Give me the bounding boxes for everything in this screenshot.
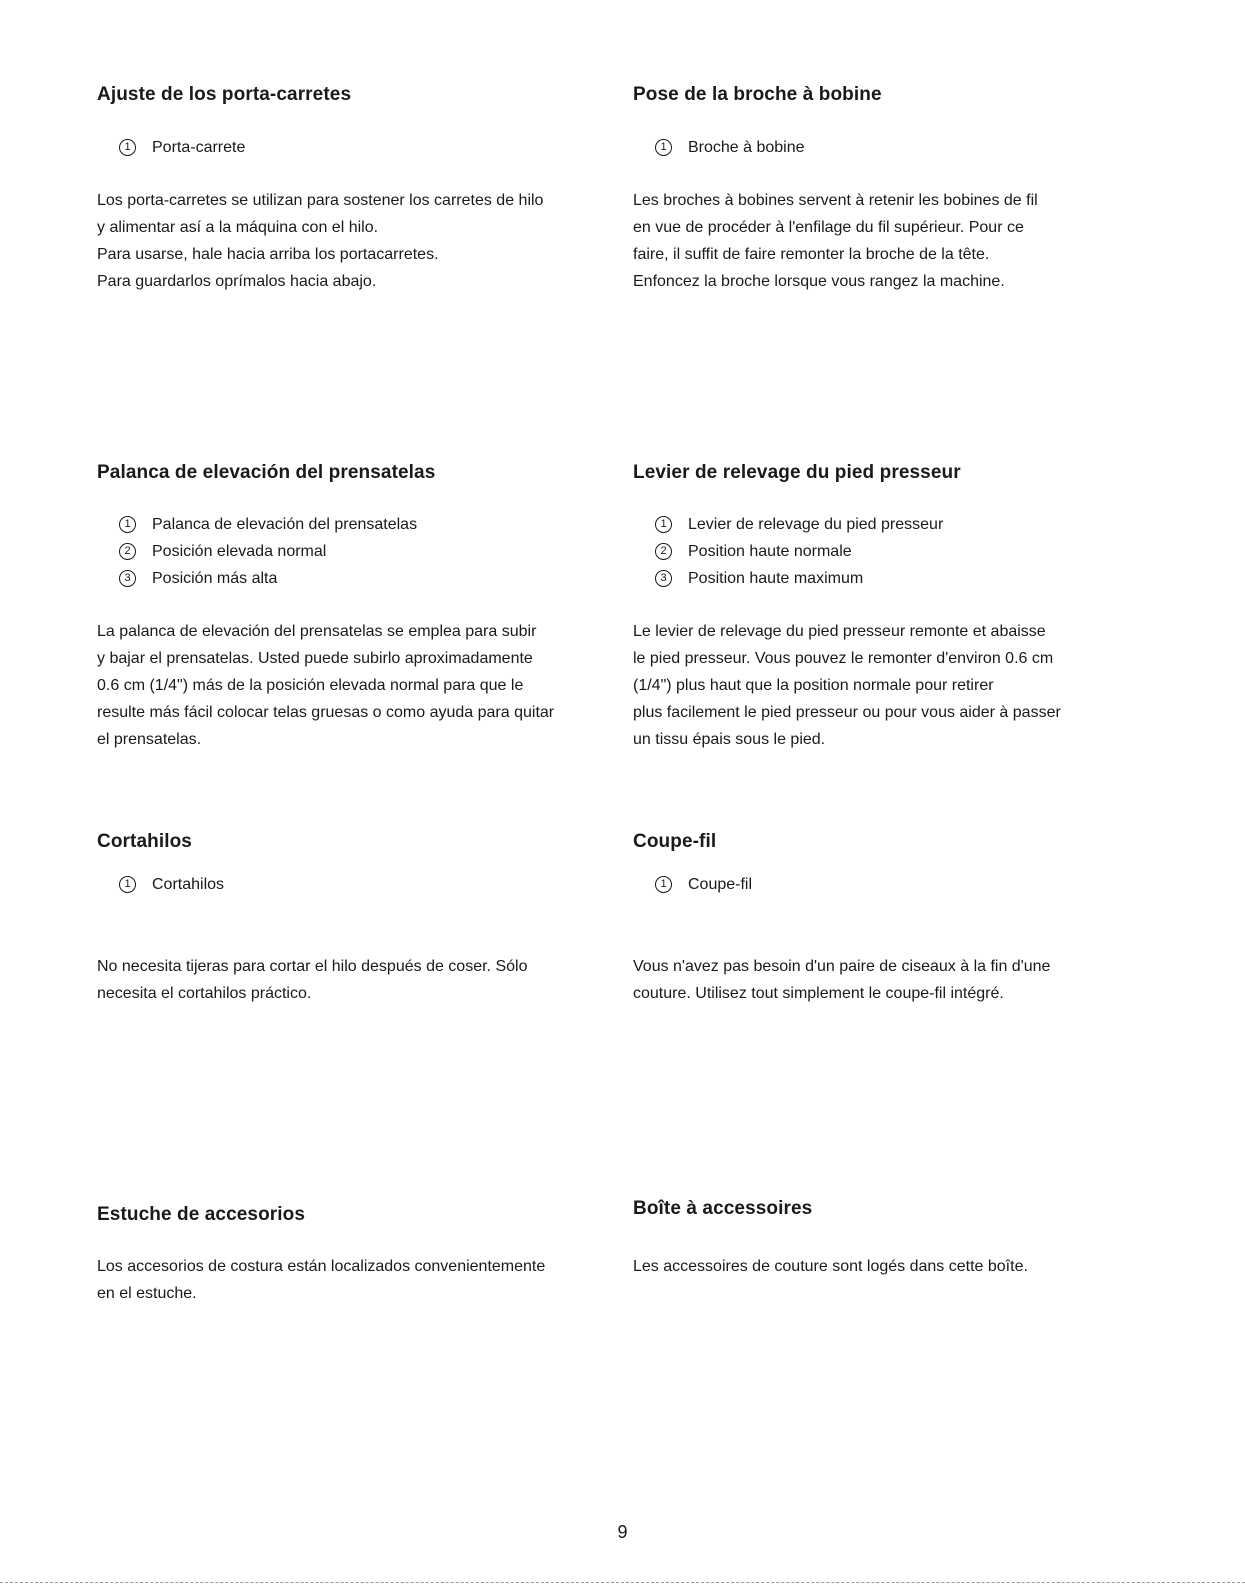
callout-item — [633, 871, 1133, 898]
body-line: y bajar el prensatelas. Usted puede subirlo aproximadamente — [97, 650, 533, 667]
callout-label: Posición elevada normal — [152, 543, 327, 560]
body-line: en vue de procéder à l'enfilage du fil supérieur. Pour ce — [633, 219, 1024, 236]
callout-item — [633, 134, 1133, 161]
callout-item — [97, 134, 607, 161]
section-spool-pin-fr — [633, 84, 1133, 295]
body-line: Los accesorios de costura están localizados convenientemente — [97, 1258, 546, 1275]
callout-label: Position haute maximum — [688, 570, 864, 587]
body-line: (1/4") plus haut que la position normale pour retirer — [633, 677, 994, 694]
circled-number: 1 — [119, 139, 136, 156]
callout-label: Coupe-fil — [688, 876, 753, 893]
circled-number: 3 — [119, 570, 136, 587]
callout-item — [97, 565, 607, 592]
body-line: Enfoncez la broche lorsque vous rangez la machine. — [633, 273, 1005, 290]
body-line: Les broches à bobines servent à retenir les bobines de fil — [633, 192, 1038, 209]
body-line: necesita el cortahilos práctico. — [97, 985, 312, 1002]
callout-item — [97, 511, 607, 538]
callout-item — [633, 511, 1133, 538]
body-line: Vous n'avez pas besoin d'un paire de ciseaux à la fin d'une — [633, 958, 1051, 975]
section-accessory-box-fr — [633, 1198, 1133, 1280]
body-text — [633, 953, 1133, 1007]
body-text — [97, 187, 607, 295]
body-line: en el estuche. — [97, 1285, 197, 1302]
section-title: Boîte à accessoires — [633, 1198, 813, 1219]
callout-label: Palanca de elevación del prensatelas — [152, 516, 418, 533]
section-spool-pin-es — [97, 84, 607, 295]
bottom-divider — [0, 1582, 1245, 1583]
section-title: Ajuste de los porta-carretes — [97, 84, 352, 105]
circled-number: 2 — [119, 543, 136, 560]
section-title: Pose de la broche à bobine — [633, 84, 882, 105]
circled-number: 1 — [655, 876, 672, 893]
body-text — [97, 953, 607, 1007]
body-text — [633, 1253, 1133, 1280]
callout-label: Posición más alta — [152, 570, 278, 587]
body-line: La palanca de elevación del prensatelas se emplea para subir — [97, 623, 537, 640]
circled-number: 1 — [119, 516, 136, 533]
callout-list — [633, 511, 1133, 592]
section-title: Coupe-fil — [633, 831, 717, 852]
body-line: resulte más fácil colocar telas gruesas o como ayuda para quitar — [97, 704, 555, 721]
body-text — [97, 618, 607, 753]
body-line: 0.6 cm (1/4") más de la posición elevada normal para que le — [97, 677, 524, 694]
callout-label: Broche à bobine — [688, 139, 805, 156]
circled-number: 1 — [655, 139, 672, 156]
body-text — [633, 618, 1133, 753]
section-title: Levier de relevage du pied presseur — [633, 462, 961, 483]
callout-item — [97, 871, 607, 898]
callout-label: Position haute normale — [688, 543, 852, 560]
section-presser-lifter-fr — [633, 462, 1133, 753]
callout-list — [633, 134, 1133, 161]
section-presser-lifter-es — [97, 462, 607, 753]
body-line: couture. Utilisez tout simplement le coupe-fil intégré. — [633, 985, 1004, 1002]
section-thread-cutter-es — [97, 831, 607, 1007]
circled-number: 3 — [655, 570, 672, 587]
callout-item — [633, 565, 1133, 592]
body-text — [97, 1253, 607, 1307]
body-line: Para guardarlos oprímalos hacia abajo. — [97, 273, 377, 290]
callout-label: Porta-carrete — [152, 139, 246, 156]
callout-label: Cortahilos — [152, 876, 225, 893]
body-line: faire, il suffit de faire remonter la broche de la tête. — [633, 246, 990, 263]
section-title: Estuche de accesorios — [97, 1204, 306, 1225]
callout-list — [633, 871, 1133, 898]
body-line: el prensatelas. — [97, 731, 202, 748]
body-line: un tissu épais sous le pied. — [633, 731, 826, 748]
section-title: Palanca de elevación del prensatelas — [97, 462, 436, 483]
body-line: Para usarse, hale hacia arriba los portacarretes. — [97, 246, 439, 263]
body-line: le pied presseur. Vous pouvez le remonter d'environ 0.6 cm — [633, 650, 1054, 667]
body-line: Les accessoires de couture sont logés dans cette boîte. — [633, 1258, 1028, 1275]
section-accessory-box-es — [97, 1204, 607, 1307]
page-number: 9 — [617, 1522, 628, 1542]
callout-list — [97, 134, 607, 161]
section-thread-cutter-fr — [633, 831, 1133, 1007]
body-text — [633, 187, 1133, 295]
circled-number: 2 — [655, 543, 672, 560]
section-title: Cortahilos — [97, 831, 192, 852]
circled-number: 1 — [655, 516, 672, 533]
body-line: y alimentar así a la máquina con el hilo. — [97, 219, 379, 236]
callout-item — [633, 538, 1133, 565]
body-line: No necesita tijeras para cortar el hilo después de coser. Sólo — [97, 958, 528, 975]
callout-label: Levier de relevage du pied presseur — [688, 516, 944, 533]
body-line: Los porta-carretes se utilizan para sostener los carretes de hilo — [97, 192, 544, 209]
callout-item — [97, 538, 607, 565]
body-line: plus facilement le pied presseur ou pour vous aider à passer — [633, 704, 1061, 721]
callout-list — [97, 871, 607, 898]
callout-list — [97, 511, 607, 592]
circled-number: 1 — [119, 876, 136, 893]
body-line: Le levier de relevage du pied presseur remonte et abaisse — [633, 623, 1046, 640]
